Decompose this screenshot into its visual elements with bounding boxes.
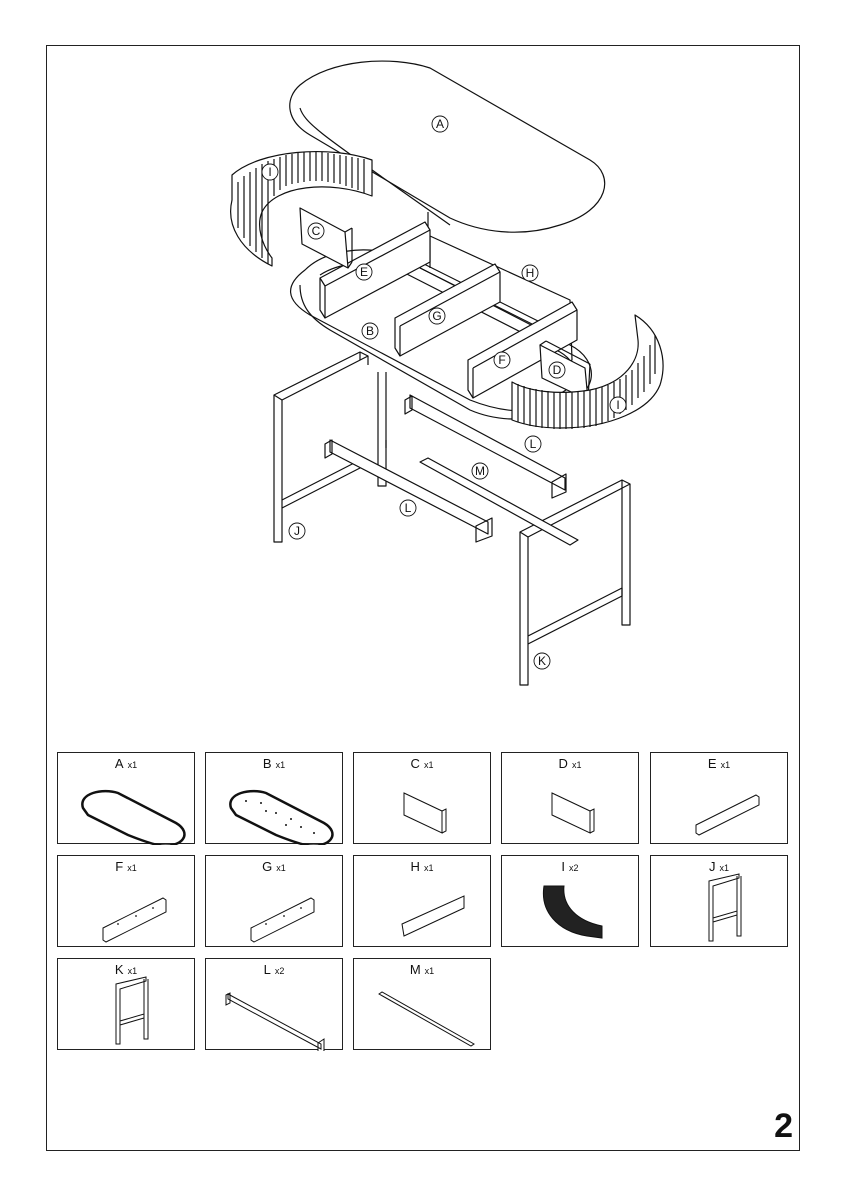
part-label <box>206 757 342 772</box>
part-label <box>206 860 342 875</box>
callout-h: H <box>525 266 535 280</box>
part-box-a <box>57 752 195 844</box>
part-quantity: x1 <box>275 760 286 770</box>
part-quantity: x1 <box>127 966 138 976</box>
part-label <box>502 757 638 772</box>
part-box-f <box>57 855 195 947</box>
part-quantity: x1 <box>423 863 434 873</box>
part-quantity: x1 <box>719 863 729 873</box>
part-label <box>651 757 787 772</box>
part-box-e <box>650 752 788 844</box>
part-quantity: x1 <box>423 760 434 770</box>
part-letter: K <box>114 962 124 977</box>
step-number: 2 <box>774 1107 793 1145</box>
part-letter: M <box>409 962 421 977</box>
callout-l-upper: L <box>529 437 537 451</box>
part-box-k <box>57 958 195 1050</box>
part-letter: B <box>262 756 272 771</box>
part-label <box>58 757 194 772</box>
part-label <box>502 860 638 875</box>
part-letter: L <box>263 962 271 977</box>
part-letter: I <box>561 859 566 874</box>
part-label <box>58 860 194 875</box>
part-quantity: x2 <box>569 863 579 873</box>
part-quantity: x1 <box>571 760 582 770</box>
part-label <box>651 860 787 875</box>
callout-d: D <box>552 363 562 377</box>
callout-a: A <box>435 117 445 131</box>
callout-b: B <box>365 324 375 338</box>
part-box-m <box>353 958 491 1050</box>
part-letter: D <box>558 756 568 771</box>
part-box-j <box>650 855 788 947</box>
part-quantity: x1 <box>424 966 435 976</box>
part-quantity: x1 <box>127 760 138 770</box>
part-box-c <box>353 752 491 844</box>
part-box-i <box>501 855 639 947</box>
part-label <box>354 860 490 875</box>
callout-c: C <box>311 224 321 238</box>
part-label <box>206 963 342 978</box>
part-box-b <box>205 752 343 844</box>
part-box-h <box>353 855 491 947</box>
rail-l-lower <box>325 440 492 542</box>
part-label <box>354 963 490 978</box>
part-letter: A <box>114 756 124 771</box>
part-box-l <box>205 958 343 1050</box>
callout-j: J <box>294 524 300 538</box>
part-label <box>354 757 490 772</box>
callout-k: K <box>537 654 547 668</box>
part-quantity: x1 <box>276 863 286 873</box>
part-quantity: x1 <box>127 863 137 873</box>
part-box-g <box>205 855 343 947</box>
callout-l-lower: L <box>404 501 412 515</box>
callout-i-left: I <box>268 165 272 179</box>
part-letter: F <box>115 859 124 874</box>
callout-i-right: I <box>616 398 620 412</box>
part-letter: E <box>707 756 717 771</box>
leg-frame-k <box>520 480 630 685</box>
part-box-d <box>501 752 639 844</box>
part-letter: C <box>410 756 420 771</box>
tabletop-a <box>290 61 605 232</box>
part-quantity: x1 <box>720 760 731 770</box>
part-quantity: x2 <box>274 966 285 976</box>
callout-g: G <box>432 309 442 323</box>
part-letter: H <box>410 859 420 874</box>
part-letter: G <box>262 859 273 874</box>
callout-m: M <box>475 464 485 478</box>
callout-e: E <box>359 265 369 279</box>
part-label <box>58 963 194 978</box>
part-letter: J <box>708 859 716 874</box>
callout-f: F <box>498 353 506 367</box>
